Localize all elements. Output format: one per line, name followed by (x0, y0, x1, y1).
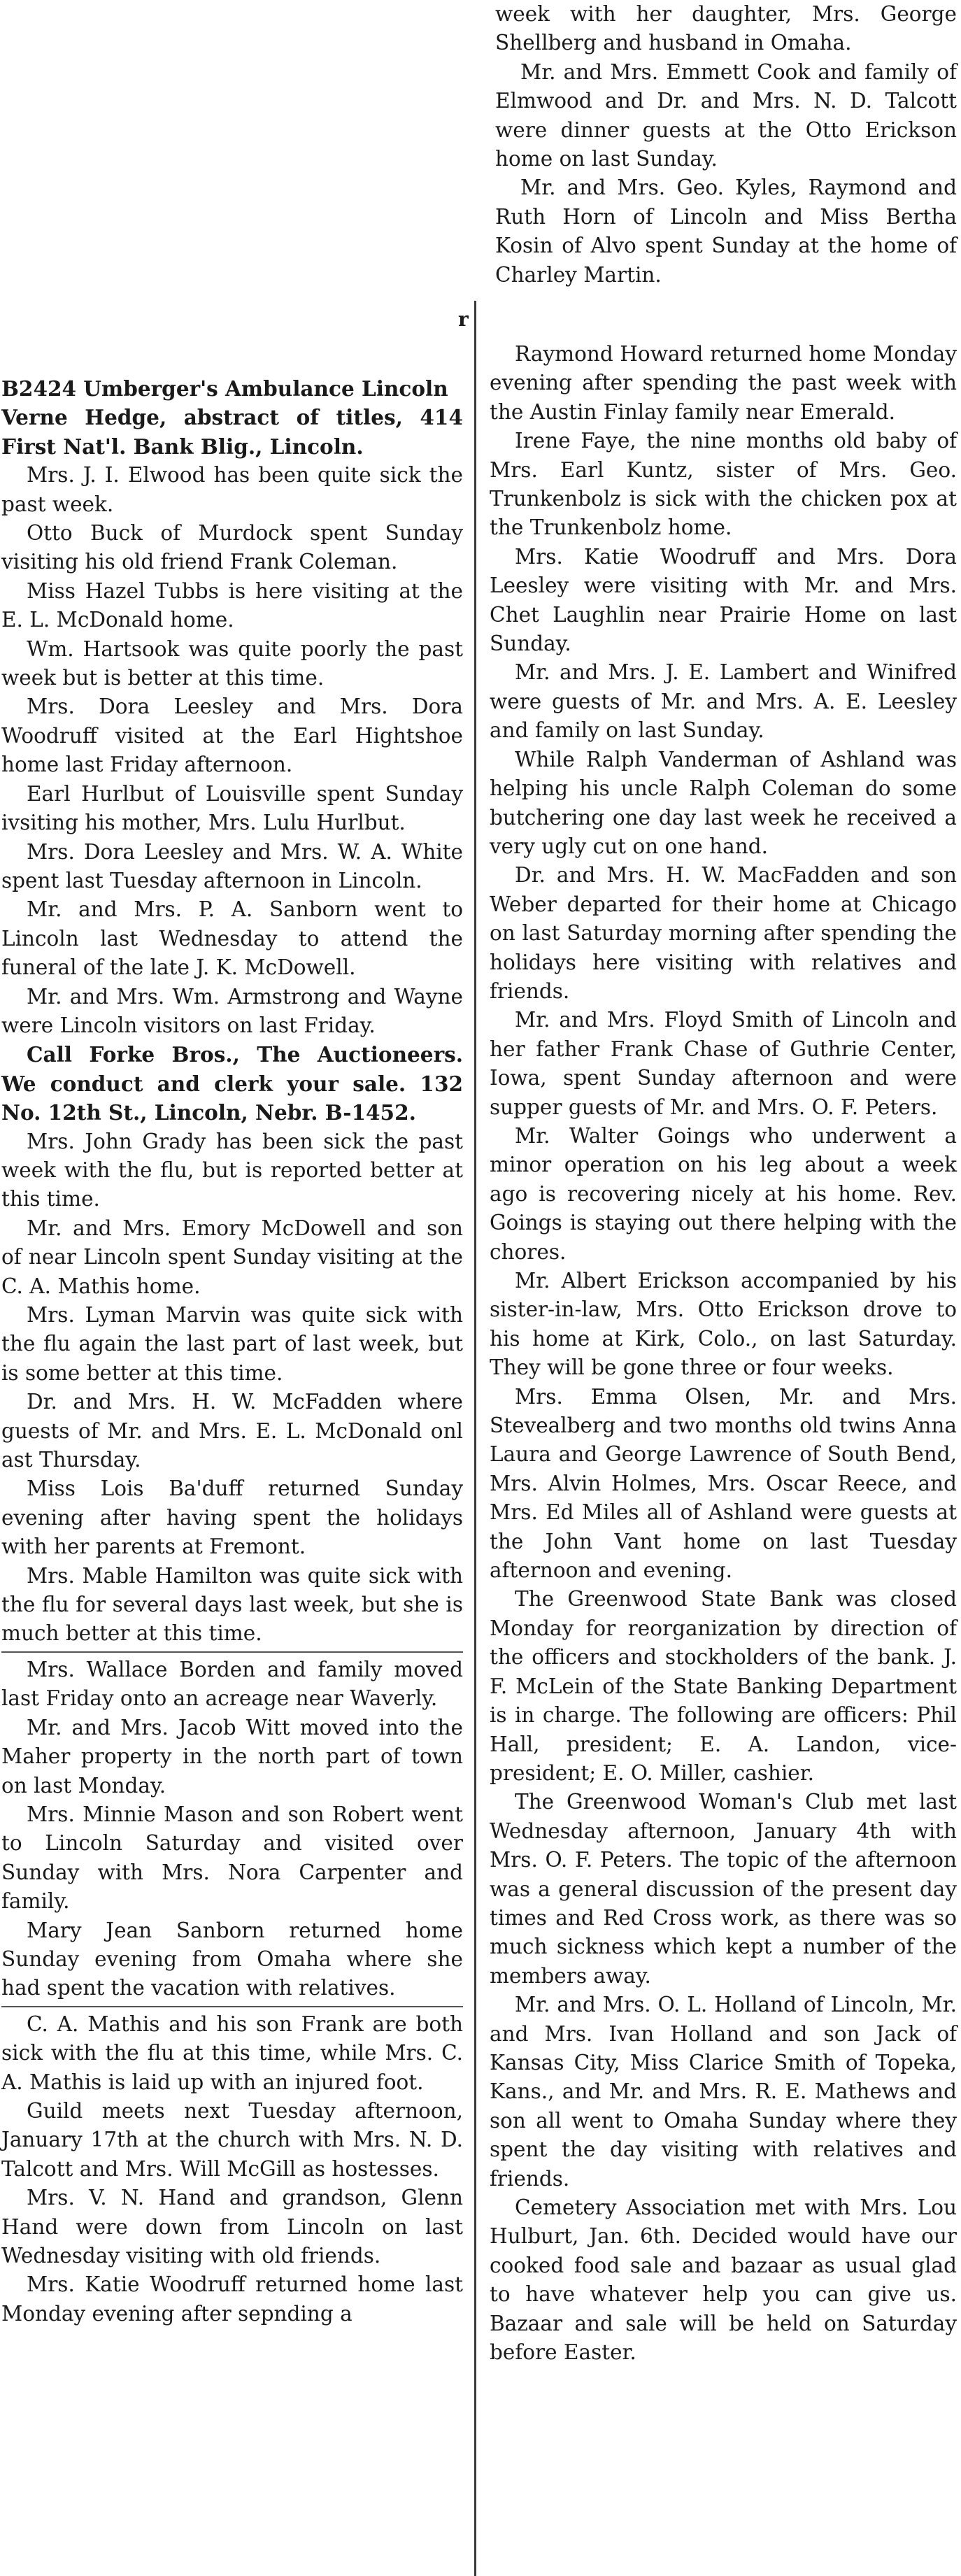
blank-header-area (0, 0, 488, 301)
ad-abstract: Verne Hedge, abstract of titles, 414 First Nat'l. Bank Blig., Lincoln. (1, 405, 463, 459)
ad-auctioneers: Call Forke Bros., The Auctioneers. We conduct and clerk your sale. 132 No. 12th St., Lincoln, Nebr. B-1452. (1, 1042, 463, 1125)
paragraph: C. A. Mathis and his son Frank are both sick with the flu at this time, while Mrs. C. A. Mathis is laid up with an injured foot. (1, 2012, 463, 2094)
right-column-top (488, 0, 961, 350)
left-column (0, 374, 470, 2328)
paragraph: Mr. and Mrs. Geo. Kyles, Raymond and Ruth Horn of Lincoln and Miss Bertha Kosin of Alvo spent Sunday at the home of Charley Martin. (495, 176, 957, 287)
paragraph: Mrs. John Grady has been sick the past week with the flu, but is reported better at this time. (1, 1129, 463, 1211)
paragraph: Mrs. Minnie Mason and son Robert went to Lincoln Saturday and visited over Sunday with Mrs. Nora Carpenter and family. (1, 1802, 463, 1914)
paragraph: week with her daughter, Mrs. George Shellberg and husband in Omaha. (495, 2, 957, 55)
column-rule (474, 301, 476, 2576)
paragraph: The Greenwood State Bank was closed Monday for reorganization by direction of the officers and stockholders of the bank. J. F. McLein of the State Banking Department is in charge. The following are officers: Phil Hall, president; E. A. Landon, vice-president; E. O. Miller, cashier. (490, 1587, 957, 1785)
ad-ambulance: B2424 Umberger's Ambulance Lincoln (1, 376, 448, 401)
paragraph: Mr. Albert Erickson accompanied by his sister-in-law, Mrs. Otto Erickson drove to his home at Kirk, Colo., on last Saturday. They will be gone three or four weeks. (490, 1269, 957, 1380)
paragraph: Mr. and Mrs. Jacob Witt moved into the Maher property in the north part of town on last Monday. (1, 1715, 463, 1798)
paragraph: Wm. Hartsook was quite poorly the past week but is better at this time. (1, 636, 463, 690)
clipped-letter: r (458, 308, 469, 331)
paragraph: Otto Buck of Murdock spent Sunday visiting his old friend Frank Coleman. (1, 521, 463, 574)
paragraph: Irene Faye, the nine months old baby of Mrs. Earl Kuntz, sister of Mrs. Geo. Trunkenbolz is sick with the chicken pox at the Trunkenbolz home. (490, 429, 957, 540)
paragraph: Mr. and Mrs. Emory McDowell and son of near Lincoln spent Sunday visiting at the C. A. Mathis home. (1, 1216, 463, 1298)
paragraph: Mr. and Mrs. Emmett Cook and family of Elmwood and Dr. and Mrs. N. D. Talcott were dinner guests at the Otto Erickson home on last Sunday. (495, 59, 957, 171)
paragraph: While Ralph Vanderman of Ashland was helping his uncle Ralph Coleman do some butchering one day last week he received a very ugly cut on one hand. (490, 747, 957, 858)
paragraph: Guild meets next Tuesday afternoon, January 17th at the church with Mrs. N. D. Talcott and Mrs. Will McGill as hostesses. (1, 2098, 463, 2181)
paragraph: Mrs. Wallace Borden and family moved last Friday onto an acreage near Waverly. (1, 1657, 463, 1711)
paragraph: Miss Hazel Tubbs is here visiting at the E. L. McDonald home. (1, 578, 463, 632)
paragraph: Mrs. V. N. Hand and grandson, Glenn Hand were down from Lincoln on last Wednesday visiting with old friends. (1, 2186, 463, 2268)
divider (1, 1651, 463, 1653)
divider (1, 2006, 463, 2007)
paragraph: Mr. and Mrs. Wm. Armstrong and Wayne were Lincoln visitors on last Friday. (1, 984, 463, 1037)
paragraph: Mr. and Mrs. J. E. Lambert and Winifred were guests of Mr. and Mrs. A. E. Leesley and family on last Sunday. (490, 660, 957, 743)
paragraph: Mr. and Mrs. O. L. Holland of Lincoln, Mr. and Mrs. Ivan Holland and son Jack of Kansas City, Miss Clarice Smith of Topeka, Kans., and Mr. and Mrs. R. E. Mathews and son all went to Omaha Sunday where they spent the day visiting with relatives and friends. (490, 1993, 957, 2191)
paragraph: Miss Lois Ba'duff returned Sunday evening after having spent the holidays with her parents at Fremont. (1, 1476, 463, 1559)
paragraph: Mr. and Mrs. P. A. Sanborn went to Lincoln last Wednesday to attend the funeral of the late J. K. McDowell. (1, 897, 463, 980)
paragraph: Mrs. Katie Woodruff and Mrs. Dora Leesley were visiting with Mr. and Mrs. Chet Laughlin near Prairie Home on last Sunday. (490, 544, 957, 656)
right-column (483, 340, 961, 2367)
paragraph: Dr. and Mrs. H. W. McFadden where guests of Mr. and Mrs. E. L. McDonald onl ast Thursday. (1, 1390, 463, 1472)
paragraph: Mrs. Mable Hamilton was quite sick with the flu for several days last week, but she is much better at this time. (1, 1563, 463, 1646)
paragraph: Mr. and Mrs. Floyd Smith of Lincoln and her father Frank Chase of Guthrie Center, Iowa, spent Sunday afternoon and were supper guests of Mr. and Mrs. O. F. Peters. (490, 1008, 957, 1119)
paragraph: Mrs. Dora Leesley and Mrs. W. A. White spent last Tuesday afternoon in Lincoln. (1, 839, 463, 892)
paragraph: Mrs. J. I. Elwood has been quite sick the past week. (1, 463, 463, 516)
paragraph: Cemetery Association met with Mrs. Lou Hulburt, Jan. 6th. Decided would have our cooked food sale and bazaar as usual glad to have whatever help you can give us. Bazaar and sale will be held on Saturday before Easter. (490, 2196, 957, 2365)
paragraph: Dr. and Mrs. H. W. MacFadden and son Weber departed for their home at Chicago on last Saturday morning after spending the holidays here visiting with relatives and friends. (490, 863, 957, 1003)
paragraph: Mary Jean Sanborn returned home Sunday evening from Omaha where she had spent the vacation with relatives. (1, 1918, 463, 2000)
paragraph: Mrs. Dora Leesley and Mrs. Dora Woodruff visited at the Earl Hightshoe home last Friday afternoon. (1, 695, 463, 777)
paragraph: Mr. Walter Goings who underwent a minor operation on his leg about a week ago is recovering nicely at his home. Rev. Goings is staying out there helping with the chores. (490, 1123, 957, 1264)
paragraph: The Greenwood Woman's Club met last Wednesday afternoon, January 4th with Mrs. O. F. Peters. The topic of the afternoon was a general discussion of the present day times and Red Cross work, as there was so much sickness which kept a number of the members away. (490, 1790, 957, 1988)
paragraph: Earl Hurlbut of Louisville spent Sunday ivsiting his mother, Mrs. Lulu Hurlbut. (1, 781, 463, 835)
paragraph: Mrs. Katie Woodruff returned home last Monday evening after sepnding a (1, 2272, 463, 2326)
paragraph: Mrs. Lyman Marvin was quite sick with the flu again the last part of last week, but is some better at this time. (1, 1303, 463, 1385)
paragraph: Mrs. Emma Olsen, Mr. and Mrs. Stevealberg and two months old twins Anna Laura and George Lawrence of South Bend, Mrs. Alvin Holmes, Mrs. Oscar Reece, and Mrs. Ed Miles all of Ashland were guests at the John Vant home on last Tuesday afternoon and evening. (490, 1384, 957, 1583)
paragraph: Raymond Howard returned home Monday evening after spending the past week with the Austin Finlay family near Emerald. (490, 342, 957, 424)
